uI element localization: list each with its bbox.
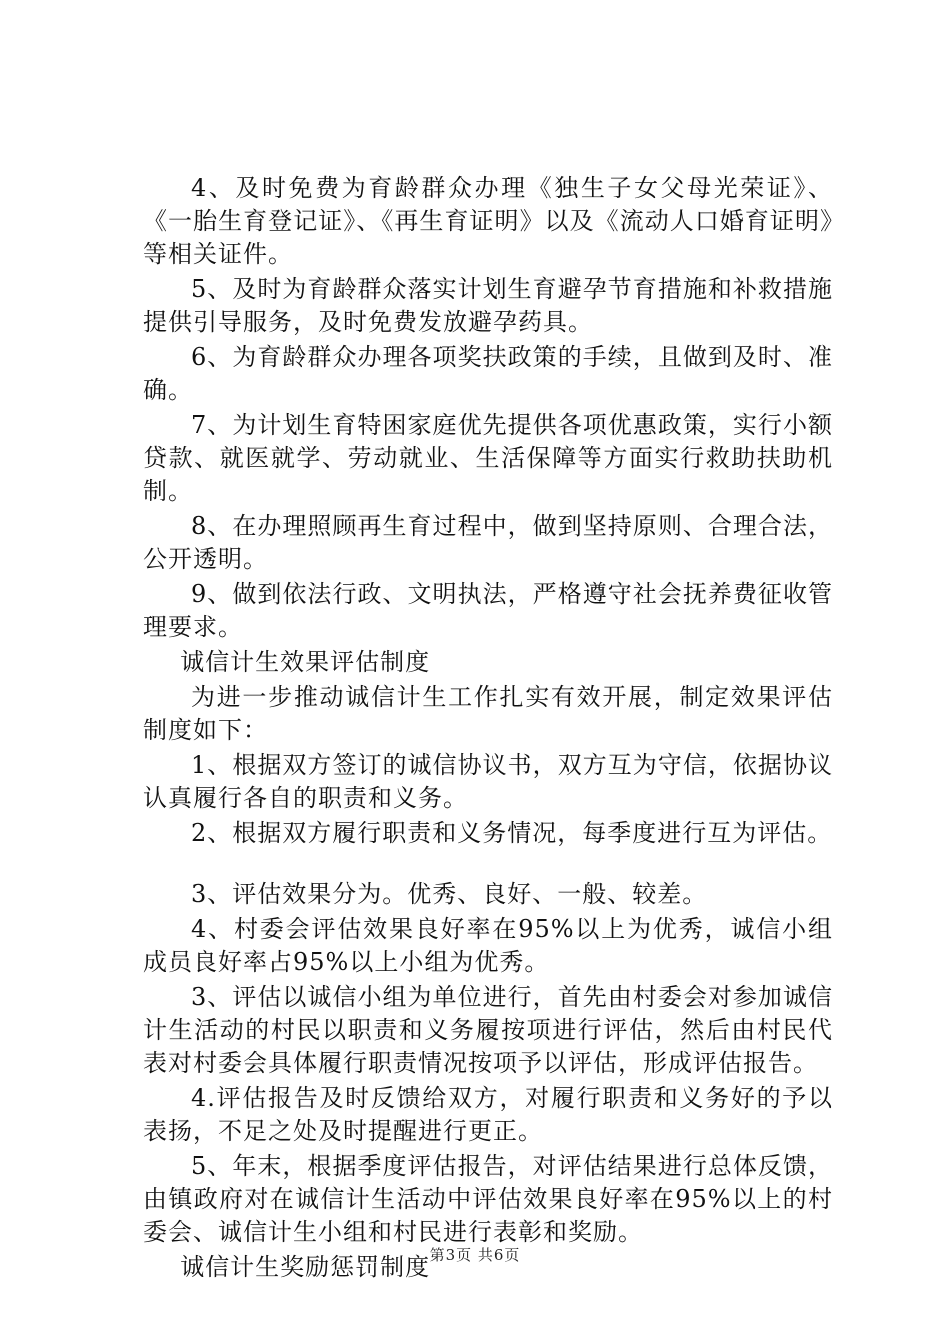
paragraph-item-4: 4、及时免费为育龄群众办理《独生子女父母光荣证》、《一胎生育登记证》、《再生育证明》以及《流动人口婚育证明》等相关证件。 <box>143 174 833 268</box>
document-body <box>143 172 833 1284</box>
page-number-footer: 第3页 共6页 <box>429 1246 521 1264</box>
paragraph-rule-3: 3、评估效果分为。优秀、良好、一般、较差。 <box>191 880 708 908</box>
paragraph-rule-3b: 3、评估以诚信小组为单位进行，首先由村委会对参加诚信计生活动的村民以职责和义务履按项进行评估，然后由村民代表对村委会具体履行职责情况按项予以评估，形成评估报告。 <box>143 983 833 1077</box>
paragraph-item-7: 7、为计划生育特困家庭优先提供各项优惠政策，实行小额贷款、就医就学、劳动就业、生活保障等方面实行救助扶助机制。 <box>143 411 833 505</box>
section-heading-rewards: 诚信计生奖励惩罚制度 <box>180 1253 431 1281</box>
paragraph-item-6: 6、为育龄群众办理各项奖扶政策的手续，且做到及时、准确。 <box>143 343 833 404</box>
paragraph-rule-5: 5、年末，根据季度评估报告，对评估结果进行总体反馈，由镇政府对在诚信计生活动中评估效果良好率在95%以上的村委会、诚信计生小组和村民进行表彰和奖励。 <box>143 1152 833 1246</box>
paragraph-item-9: 9、做到依法行政、文明执法，严格遵守社会抚养费征收管理要求。 <box>143 580 833 641</box>
paragraph-rule-1: 1、根据双方签订的诚信协议书，双方互为守信，依据协议认真履行各自的职责和义务。 <box>143 751 833 812</box>
paragraph-intro: 为进一步推动诚信计生工作扎实有效开展，制定效果评估制度如下： <box>143 683 833 744</box>
section-heading-evaluation: 诚信计生效果评估制度 <box>180 648 431 676</box>
paragraph-rule-4: 4、村委会评估效果良好率在95%以上为优秀，诚信小组成员良好率占95%以上小组为优秀。 <box>143 915 833 976</box>
paragraph-rule-4b: 4.评估报告及时反馈给双方，对履行职责和义务好的予以表扬，不足之处及时提醒进行更正。 <box>143 1084 833 1145</box>
paragraph-rule-2: 2、根据双方履行职责和义务情况，每季度进行互为评估。 <box>191 819 833 847</box>
paragraph-item-8: 8、在办理照顾再生育过程中，做到坚持原则、合理合法，公开透明。 <box>143 512 833 573</box>
paragraph-item-5: 5、及时为育龄群众落实计划生育避孕节育措施和补救措施提供引导服务，及时免费发放避孕药具。 <box>143 275 833 336</box>
